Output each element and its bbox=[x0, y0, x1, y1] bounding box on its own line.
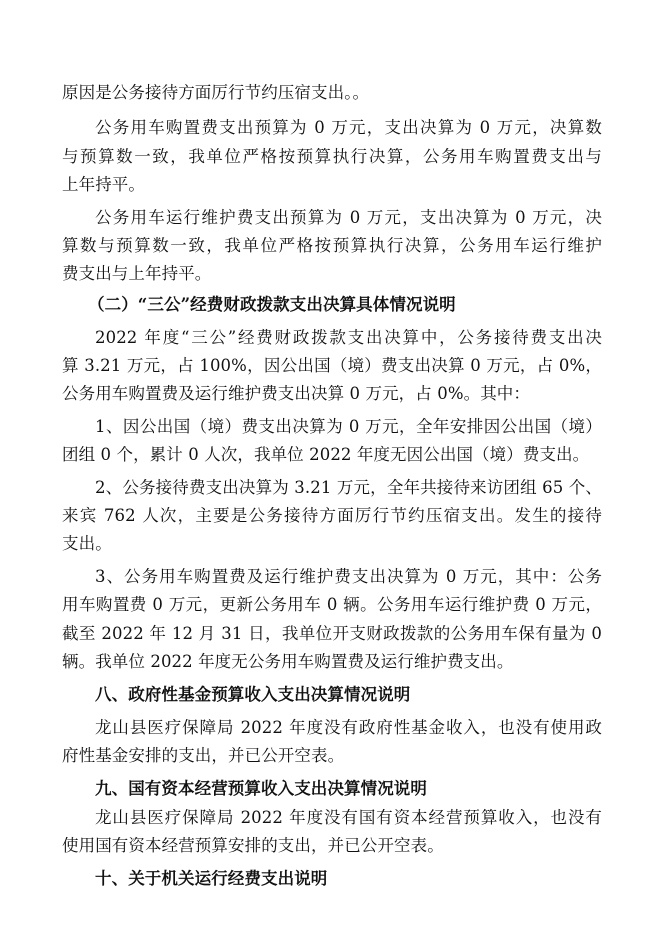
paragraph-line: 2022 年度“三公”经费财政拨款支出决算中，公务接待费支出决 bbox=[95, 328, 602, 347]
paragraph-line: 支出。 bbox=[62, 534, 112, 553]
paragraph-line: 费支出与上年持平。 bbox=[62, 264, 212, 283]
paragraph-line: 算数与预算数一致，我单位严格按预算执行决算，公务用车运行维护 bbox=[62, 236, 602, 255]
paragraph-line: 与预算数一致，我单位严格按预算执行决算，公务用车购置费支出与 bbox=[62, 147, 602, 166]
paragraph-line: 府性基金安排的支出，并已公开空表。 bbox=[62, 746, 345, 765]
paragraph-line: 原因是公务接待方面厉行节约压宿支出。。 bbox=[62, 83, 370, 102]
paragraph-line: 上年持平。 bbox=[62, 175, 145, 194]
paragraph-line: 龙山县医疗保障局 2022 年度没有国有资本经营预算收入，也没有 bbox=[95, 808, 602, 827]
paragraph-line: 截至 2022 年 12 月 31 日，我单位开支财政拨款的公务用车保有量为 0 bbox=[62, 624, 602, 643]
paragraph-line: 团组 0 个，累计 0 人次，我单位 2022 年度无因公出国（境）费支出。 bbox=[62, 445, 590, 464]
paragraph-line: 使用国有资本经营预算安排的支出，并已公开空表。 bbox=[62, 836, 444, 855]
paragraph-line: 龙山县医疗保障局 2022 年度没有政府性基金收入，也没有使用政 bbox=[95, 718, 602, 737]
paragraph-line: 公务用车运行维护费支出预算为 0 万元，支出决算为 0 万元，决 bbox=[95, 208, 602, 227]
paragraph-line: 1、因公出国（境）费支出决算为 0 万元，全年安排因公出国（境） bbox=[95, 417, 602, 436]
paragraph-line: 算 3.21 万元，占 100%，因公出国（境）费支出决算 0 万元，占 0%， bbox=[62, 356, 602, 375]
section-heading: 十、关于机关运行经费支出说明 bbox=[95, 869, 328, 888]
section-heading: 八、政府性基金预算收入支出决算情况说明 bbox=[95, 685, 411, 704]
paragraph-line: 辆。我单位 2022 年度无公务用车购置费及运行维护费支出。 bbox=[62, 652, 514, 671]
paragraph-line: 来宾 762 人次，主要是公务接待方面厉行节约压宿支出。发生的接待 bbox=[62, 506, 602, 525]
section-heading: （二）“三公”经费财政拨款支出决算具体情况说明 bbox=[88, 295, 456, 314]
paragraph-line: 公务用车购置费支出预算为 0 万元，支出决算为 0 万元，决算数 bbox=[95, 118, 602, 137]
paragraph-line: 公务用车购置费及运行维护费支出决算 0 万元，占 0%。其中： bbox=[62, 384, 531, 403]
paragraph-line: 2、公务接待费支出决算为 3.21 万元，全年共接待来访团组 65 个、 bbox=[95, 478, 602, 497]
paragraph-line: 用车购置费 0 万元，更新公务用车 0 辆。公务用车运行维护费 0 万元， bbox=[62, 595, 602, 614]
section-heading: 九、国有资本经营预算收入支出决算情况说明 bbox=[95, 779, 427, 798]
paragraph-line: 3、公务用车购置费及运行维护费支出决算为 0 万元，其中：公务 bbox=[95, 567, 602, 586]
